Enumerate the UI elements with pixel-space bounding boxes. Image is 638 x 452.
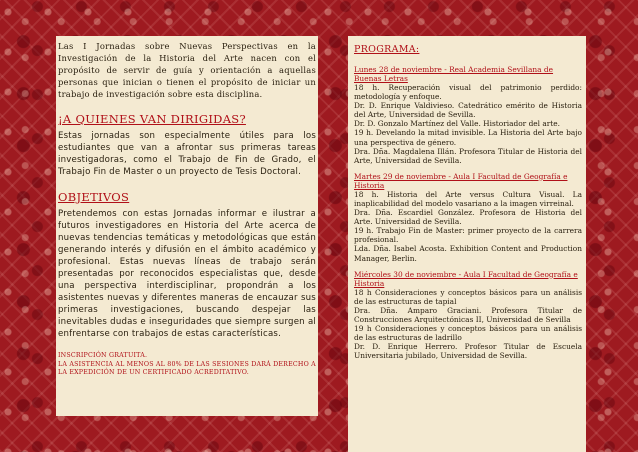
- objectives-paragraph: Pretendemos con estas Jornadas informar e ilustrar a futuros investigadores en Historia del Arte acerca de nuevas tendencias temáticas y metodológicas que están generando interés y difusión en el ámbito académico y profesional. Estas nuevas líneas de trabajo serán presentadas por reconocidos especialistas que, desde una perspectiva interdisciplinar, propondrán a los asistentes nuevas y diferentes maneras de encauzar sus primeras investigaciones, buscando despejar las inevitables dudas e inseguridades que siempre surgen al enfrentarse con trabajos de estas características.: [58, 209, 316, 339]
- day-heading: Lunes 28 de noviembre - Real Academia Sevillana de Buenas Letras: [354, 65, 554, 83]
- intro-paragraph: Las I Jornadas sobre Nuevas Perspectivas en la Investigación de la Historia del Arte nacen con el propósito de servir de guía y orientación a aquellas personas que inician o tienen el propósito de iniciar un trabajo de investigación sobre esta disciplina.: [58, 41, 316, 99]
- program-title: PROGRAMA:: [354, 44, 420, 55]
- session-line: 18 h. Historia del Arte versus Cultura Visual. La inaplicabilidad del modelo vasariano a la imagen virreinal.: [354, 189, 582, 208]
- right-panel: [348, 36, 586, 452]
- session-line: Dr. D. Gonzalo Martínez del Valle. Historiador del arte.: [354, 119, 561, 129]
- day-heading: Miércoles 30 de noviembre - Aula I Facultad de Geografía e Historia: [354, 269, 578, 288]
- day-block-wednesday: [354, 270, 582, 361]
- note-line-3: LA EXPEDICIÓN DE UN CERTIFICADO ACREDITATIVO.: [58, 369, 250, 377]
- session-line: Lda. Dña. Isabel Acosta. Exhibition Content and Production Manager, Berlin.: [354, 244, 582, 263]
- heading-objectives: OBJETIVOS: [58, 190, 130, 204]
- session-line: Dra. Dña. Magdalena Illán. Profesora Titular de Historia del Arte, Universidad de Sevilla.: [354, 146, 582, 165]
- day-heading: Martes 29 de noviembre - Aula I Facultad de Geografía e Historia: [354, 171, 568, 190]
- session-line: Dra. Dña. Escardiel González. Profesora de Historia del Arte. Universidad de Sevilla.: [354, 208, 582, 227]
- session-line: 18 h. Recuperación visual del patrimonio perdido: metodología y enfoque.: [354, 83, 582, 102]
- day-block-monday: [354, 65, 582, 165]
- session-line: 19 h. Develando la mitad invisible. La Historia del Arte bajo una perspectiva de género.: [354, 128, 582, 147]
- note-line-2: LA ASISTENCIA AL MENOS AL 80% DE LAS SESIONES DARÁ DERECHO A: [58, 360, 316, 368]
- note-line-1: INSCRIPCIÓN GRATUITA.: [58, 352, 148, 359]
- session-line: 19 h Consideraciones y conceptos básicos para un análisis de las estructuras de ladrillo: [354, 323, 582, 343]
- who-paragraph: Estas jornadas son especialmente útiles para los estudiantes que van a afrontar sus primeras tareas investigadoras, como el Trabajo de Fin de Grado, el Trabajo Fin de Master o un proyecto de Tesis Doctoral.: [58, 131, 316, 177]
- session-line: Dr. D. Enrique Herrero. Profesor Titular de Escuela Universitaria jubilado, Universidad de Sevilla.: [354, 342, 582, 361]
- session-line: 19 h. Trabajo Fin de Master: primer proyecto de la carrera profesional.: [354, 226, 582, 245]
- session-line: 18 h Consideraciones y conceptos básicos para un análisis de las estructuras de tapial: [354, 287, 582, 306]
- left-panel: [56, 36, 318, 416]
- session-line: Dra. Dña. Amparo Graciani. Profesora Titular de Construcciones Arquitectónicas II, Universidad de Sevilla: [354, 305, 582, 324]
- heading-who: ¡A QUIENES VAN DIRIGIDAS?: [58, 112, 246, 126]
- session-line: Dr. D. Enrique Valdivieso. Catedrático emérito de Historia del Arte, Universidad de Sevilla.: [354, 101, 582, 120]
- day-block-tuesday: [354, 172, 582, 263]
- registration-note: [58, 352, 316, 378]
